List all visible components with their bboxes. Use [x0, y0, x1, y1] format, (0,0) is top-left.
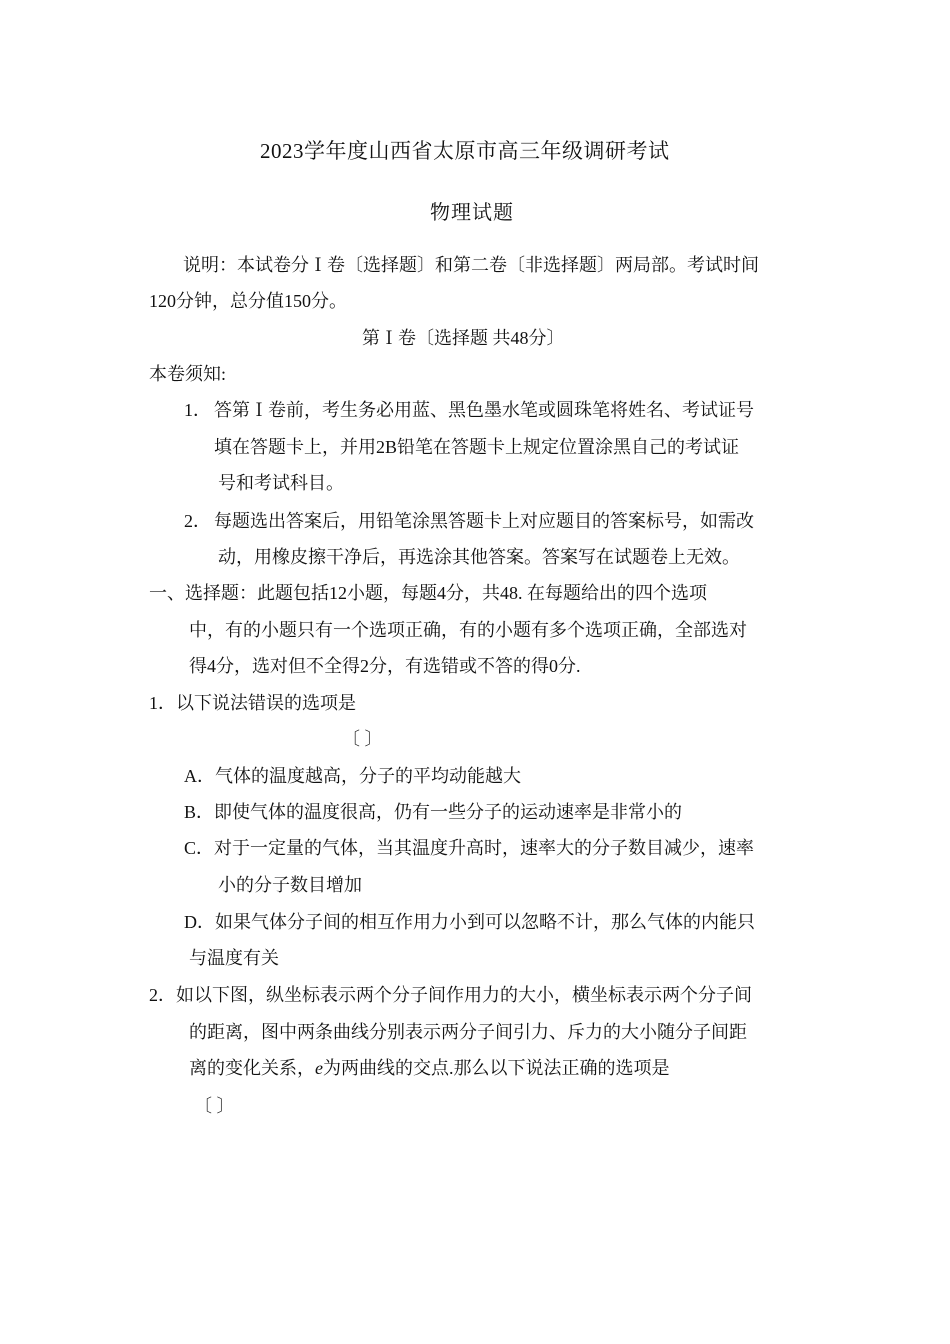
question-1-option-d-line-1: D．如果气体分子间的相互作用力小到可以忽略不计，那么气体的内能只 — [184, 912, 755, 932]
question-1-option-d-line-2: 与温度有关 — [189, 948, 279, 968]
question-1-option-c-line-1: C．对于一定量的气体，当其温度升高时，速率大的分子数目减少，速率 — [184, 838, 755, 858]
question-2-answer-blank: 〔 〕 — [194, 1096, 235, 1116]
notice-item-1-line-2: 填在答题卡上，并用2B铅笔在答题卡上规定位置涂黑自己的考试证 — [214, 437, 740, 457]
intro-line-1: 说明：本试卷分Ｉ卷〔选择题〕和第二卷〔非选择题〕两局部。考试时间 — [183, 255, 759, 275]
notice-item-2-line-2: 动，用橡皮擦干净后，再选涂其他答案。答案写在试题卷上无效。 — [218, 547, 740, 567]
section-heading: 第Ｉ卷〔选择题 共48分〕 — [362, 328, 565, 348]
question-2-line-1: 2．如以下图，纵坐标表示两个分子间作用力的大小，横坐标表示两个分子间 — [149, 985, 752, 1005]
notice-item-2-number: 2． — [184, 511, 211, 531]
exam-title: 2023学年度山西省太原市高三年级调研考试 — [260, 139, 670, 163]
question-1-option-a: A．气体的温度越高，分子的平均动能越大 — [184, 766, 521, 786]
intro-line-2: 120分钟，总分值150分。 — [149, 291, 347, 311]
notice-item-2-line-1: 每题选出答案后，用铅笔涂黑答题卡上对应题目的答案标号，如需改 — [214, 511, 754, 531]
notice-item-1-line-1: 答第Ｉ卷前，考生务必用蓝、黑色墨水笔或圆珠笔将姓名、考试证号 — [214, 400, 754, 420]
question-1-answer-blank: 〔 〕 — [342, 729, 383, 749]
question-1-option-c-line-2: 小的分子数目增加 — [218, 875, 362, 895]
part1-instructions-line-1: 一、选择题：此题包括12小题，每题4分，共48. 在每题给出的四个选项 — [149, 583, 707, 603]
question-2-line-3-prefix: 离的变化关系， — [189, 1058, 315, 1078]
part1-instructions-line-2: 中，有的小题只有一个选项正确，有的小题有多个选项正确，全部选对 — [189, 620, 747, 640]
exam-subtitle: 物理试题 — [430, 202, 514, 224]
question-2-line-3 — [189, 1057, 670, 1079]
notice-item-1-line-3: 号和考试科目。 — [218, 473, 344, 493]
question-1-stem: 1．以下说法错误的选项是 — [149, 693, 356, 713]
notice-item-1-number: 1． — [184, 400, 211, 420]
part1-instructions-line-3: 得4分，选对但不全得2分，有选错或不答的得0分. — [189, 656, 581, 676]
question-2-line-3-suffix: 为两曲线的交点.那么以下说法正确的选项是 — [323, 1058, 670, 1078]
notice-heading: 本卷须知: — [149, 364, 227, 384]
question-2-line-2: 的距离，图中两条曲线分别表示两分子间引力、斥力的大小随分子间距 — [189, 1022, 747, 1042]
question-1-option-b: B．即使气体的温度很高，仍有一些分子的运动速率是非常小的 — [184, 802, 683, 822]
intersection-point-variable: e — [315, 1058, 323, 1078]
